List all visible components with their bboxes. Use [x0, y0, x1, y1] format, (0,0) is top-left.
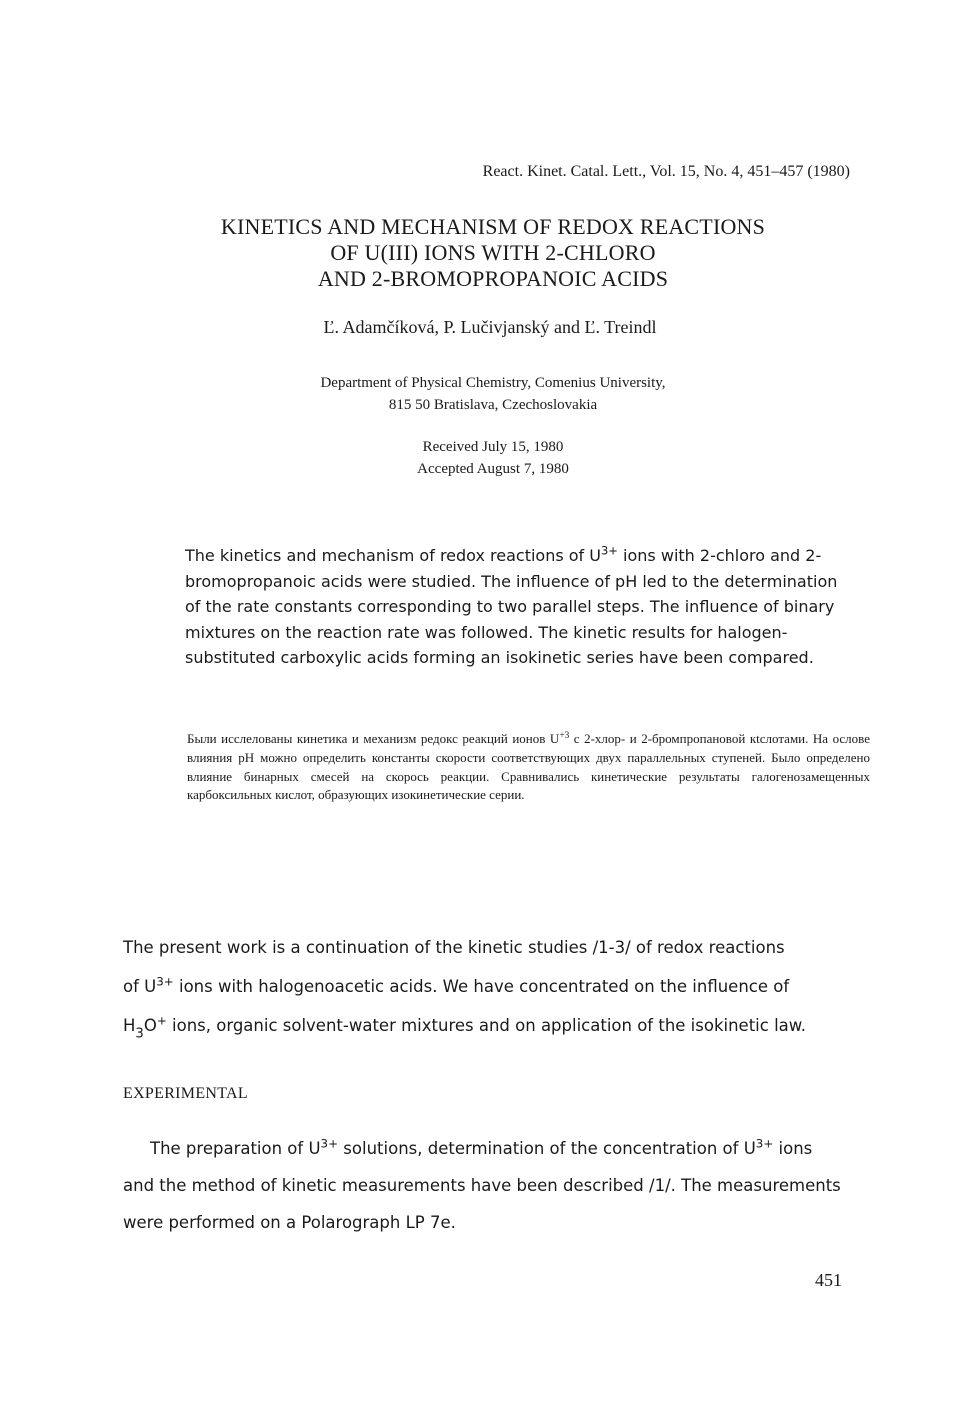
title-line: KINETICS AND MECHANISM OF REDOX REACTIONS	[220, 214, 766, 239]
body-line	[123, 967, 883, 1006]
page-number: 451	[815, 1270, 842, 1290]
charge-superscript: 3+	[755, 1136, 774, 1151]
title-line: AND 2-BROMOPROPANOIC ACIDS	[317, 266, 669, 291]
affiliation-line: Department of Physical Chemistry, Comenius University,	[320, 375, 666, 391]
body-line: and the method of kinetic measurements have been described /1/. The measurements	[123, 1176, 841, 1195]
journal-reference: React. Kinet. Catal. Lett., Vol. 15, No. 4, 451–457 (1980)	[482, 163, 850, 180]
title-line: OF U(III) IONS WITH 2-CHLORO	[330, 240, 656, 265]
charge-superscript: 3+	[156, 974, 174, 989]
charge-superscript: 3+	[600, 543, 618, 558]
affiliation-line: 815 50 Bratislava, Czechoslovakia	[388, 397, 598, 413]
body-text: H	[123, 1016, 136, 1035]
charge-superscript: +	[156, 1013, 167, 1028]
body-line	[123, 1130, 883, 1167]
charge-superscript: +3	[559, 730, 570, 741]
abstract-text: с 2-хлор- и 2-бромпропановой кtслотами. На ослове влияния pH можно определить константы скорости соответствующих двух параллельных ступеней. Было определено влияние бинарных смесей на скорось реакции. Сравнивались кинетические результаты галогенозамещенных карбоксильных кислот, образующих изокинетические серии.	[187, 731, 870, 803]
affiliation	[0, 372, 976, 416]
section-heading: EXPERIMENTAL	[123, 1085, 248, 1102]
abstract-text: ions with 2-chloro and 2-bromopropanoic acids were studied. The influence of pH led to the determination of the rate constants corresponding to two parallel steps. The influence of binary mixtures on the reaction rate was followed. The kinetic results for halogen-substituted carboxylic acids forming an isokinetic series have been compared.	[185, 546, 838, 668]
body-text: O	[143, 1016, 157, 1035]
abstract-russian	[187, 730, 870, 805]
body-line: were performed on a Polarograph LP 7e.	[123, 1213, 456, 1232]
body-text: The preparation of U	[150, 1139, 321, 1158]
abstract-text: The kinetics and mechanism of redox reactions of U	[185, 546, 601, 565]
accepted-date: Accepted August 7, 1980	[417, 461, 569, 477]
body-text: solutions, determination of the concentration of U	[338, 1139, 756, 1158]
abstract-text: Были исслелованы кинетика и механизм редокс реакций ионов U	[187, 731, 560, 746]
body-text: ions	[773, 1139, 813, 1158]
charge-superscript: 3+	[320, 1136, 339, 1151]
abstract-english	[185, 543, 850, 671]
authors: Ľ. Adamčíková, P. Lučivjanský and Ľ. Treindl	[323, 317, 657, 337]
body-text: ions with halogenoacetic acids. We have concentrated on the influence of	[173, 977, 790, 996]
body-text: ions, organic solvent-water mixtures and on application of the isokinetic law.	[166, 1016, 806, 1035]
body-line: The present work is a continuation of the kinetic studies /1-3/ of redox reactions	[123, 938, 785, 957]
introduction-paragraph	[123, 928, 883, 1045]
body-line	[123, 1006, 883, 1045]
experimental-paragraph	[123, 1130, 883, 1241]
paper-title	[0, 214, 976, 292]
submission-dates	[0, 436, 976, 480]
body-text: of U	[123, 977, 157, 996]
received-date: Received July 15, 1980	[422, 439, 564, 455]
subscript: 3	[135, 1026, 144, 1042]
